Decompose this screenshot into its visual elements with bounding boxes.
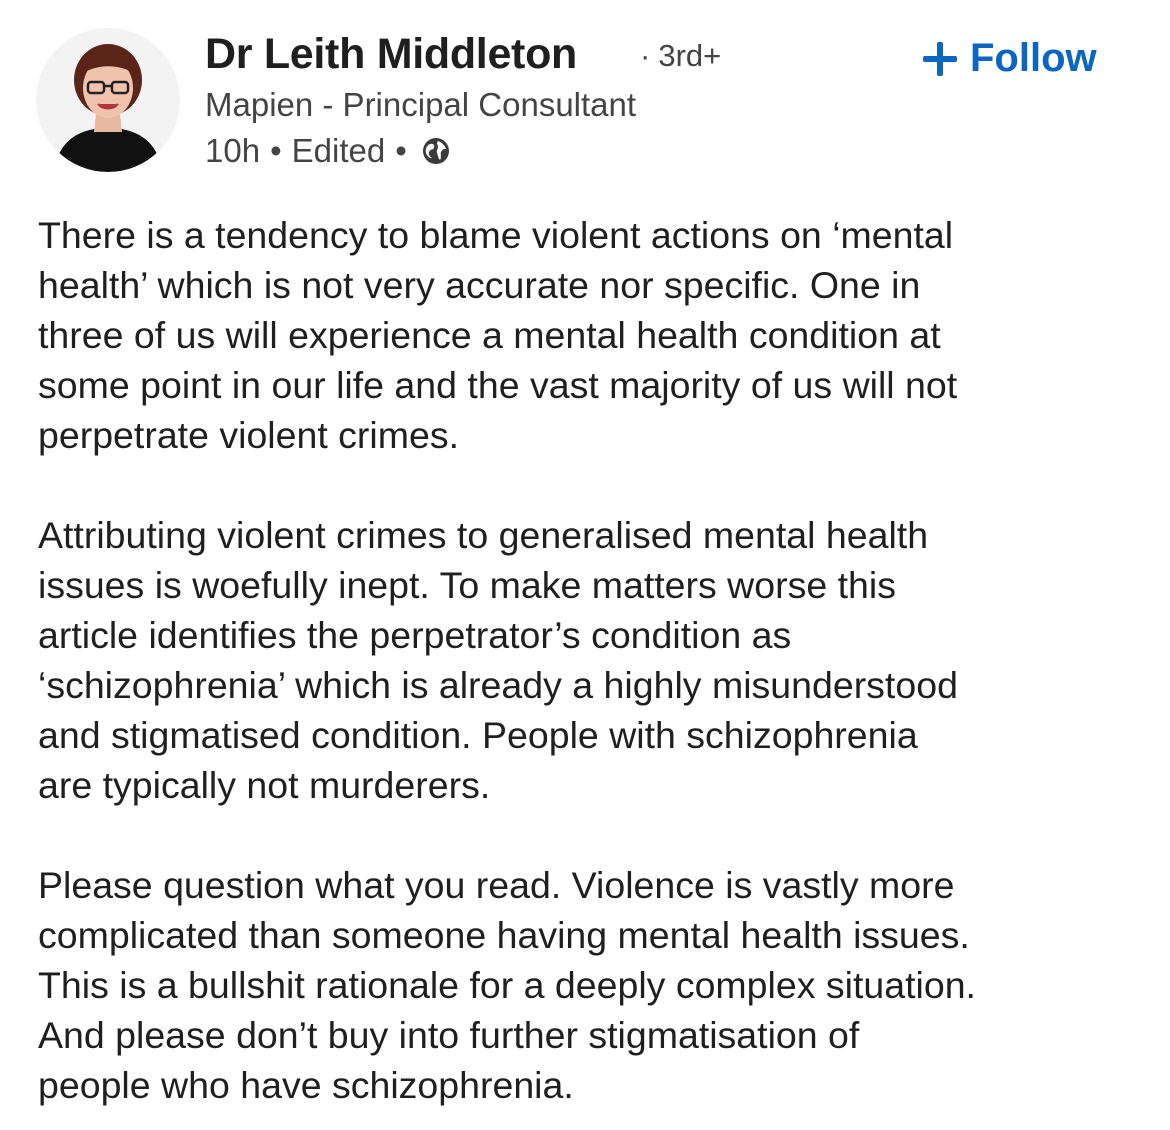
- separator-dot: •: [270, 132, 282, 169]
- separator-dot: •: [395, 132, 407, 169]
- follow-label: Follow: [970, 36, 1097, 80]
- post-paragraph: Please question what you read. Violence is vastly more complicated than someone having mental health issues. This is a bullshit rationale for a deeply complex situation. And please don’t buy into further stigmatisation of people who have schizophrenia.: [38, 864, 976, 1106]
- post-time: 10h: [205, 132, 261, 169]
- author-name[interactable]: Dr Leith Middleton: [205, 30, 578, 78]
- follow-button[interactable]: [920, 36, 1097, 81]
- globe-icon: [421, 136, 451, 166]
- post-paragraph: There is a tendency to blame violent actions on ‘mental health’ which is not very accurate nor specific. One in three of us will experience a mental health condition at some point in our life and the vast majority of us will not perpetrate violent crimes.: [38, 214, 958, 456]
- post-meta: [205, 132, 451, 170]
- edited-label: Edited: [291, 132, 386, 169]
- post-paragraph: Attributing violent crimes to generalised mental health issues is woefully inept. To make matters worse this article identifies the perpetrator’s condition as ‘schizophrenia’ which is already a highly misunderstood and stigmatised condition. People with schizophrenia are typically not murderers.: [38, 514, 958, 806]
- separator-dot: ·: [640, 38, 651, 73]
- post-body: [38, 210, 1148, 1110]
- connection-degree: [640, 38, 721, 74]
- avatar[interactable]: [36, 28, 180, 172]
- profile-photo-icon: [36, 28, 180, 172]
- plus-icon: [920, 39, 960, 79]
- author-headline: Mapien - Principal Consultant: [205, 86, 637, 123]
- degree-label: 3rd+: [658, 38, 722, 73]
